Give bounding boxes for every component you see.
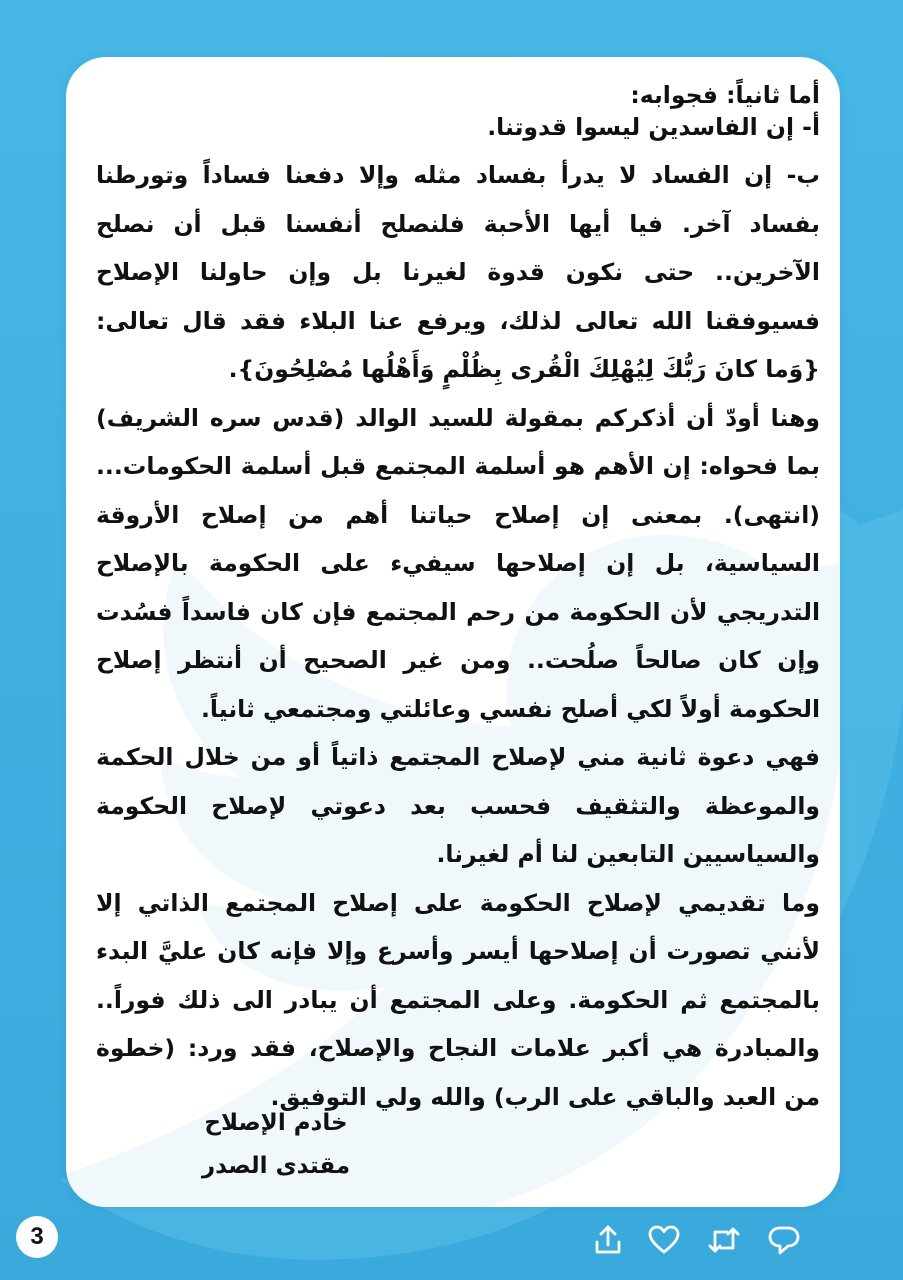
post-paragraph: وهنا أودّ أن أذكركم بمقولة للسيد الوالد (قدس سره الشريف) بما فحواه: إن الأهم هو أسلمة المجتمع قبل أسلمة الحكومات... (انتهى). بمعنى إن إصلاح حياتنا أهم من إصلاح الأروقة السياسية، بل إن إصلاحها سيفيء على الحكومة بالإصلاح التدريجي لأن الحكومة من رحم المجتمع فإن كان فاسداً فسُدت وإن كان صالحاً صلُحت.. ومن غير الصحيح أن أنتظر إصلاح الحكومة أولاً لكي أصلح نفسي وعائلتي ومجتمعي ثانياً.	[96, 403, 820, 723]
signature-title: خادم الإصلاح	[204, 1110, 348, 1136]
post-actions-bar	[590, 1222, 810, 1258]
share-icon	[590, 1222, 626, 1258]
retweet-icon	[706, 1222, 742, 1258]
post-line: أما ثانياً: فجوابه:	[630, 81, 820, 109]
signature	[166, 1102, 386, 1188]
heart-icon	[646, 1222, 682, 1258]
reply-button[interactable]	[766, 1222, 802, 1258]
page-number-badge: 3	[16, 1216, 58, 1258]
post-paragraph: ب- إن الفساد لا يدرأ بفساد مثله وإلا دفعنا فساداً وتورطنا بفساد آخر. فيا أيها الأحبة فلنصلح أنفسنا قبل أن نصلح الآخرين.. حتى نكون قدوة لغيرنا بل وإن حاولنا الإصلاح فسيوفقنا الله تعالى لذلك، ويرفع عنا البلاء فقد قال تعالى: {وَما كانَ رَبُّكَ لِيُهْلِكَ الْقُرى بِظُلْمٍ وَأَهْلُها مُصْلِحُونَ}.	[96, 161, 820, 383]
post-paragraph: فهي دعوة ثانية مني لإصلاح المجتمع ذاتياً أو من خلال الحكمة والموعظة والتثقيف فحسب بعد دعوتي لإصلاح الحكومة والسياسيين التابعين لنا أم لغيرنا.	[96, 743, 820, 868]
post-line: أ- إن الفاسدين ليسوا قدوتنا.	[487, 113, 820, 141]
post-body-text	[96, 79, 820, 1121]
retweet-button[interactable]	[706, 1222, 742, 1258]
signature-name: مقتدى الصدر	[201, 1153, 351, 1179]
reply-icon	[766, 1222, 802, 1258]
post-paragraph: وما تقديمي لإصلاح الحكومة على إصلاح المجتمع الذاتي إلا لأنني تصورت أن إصلاحها أيسر وأسرع وإلا فإنه كان عليَّ البدء بالمجتمع ثم الحكومة. وعلى المجتمع أن يبادر الى ذلك فوراً.. والمبادرة هي أكبر علامات النجاح والإصلاح، فقد ورد: (خطوة من العبد والباقي على الرب) والله ولي التوفيق.	[96, 888, 820, 1111]
share-button[interactable]	[590, 1222, 626, 1258]
post-card	[66, 57, 840, 1207]
like-button[interactable]	[646, 1222, 682, 1258]
